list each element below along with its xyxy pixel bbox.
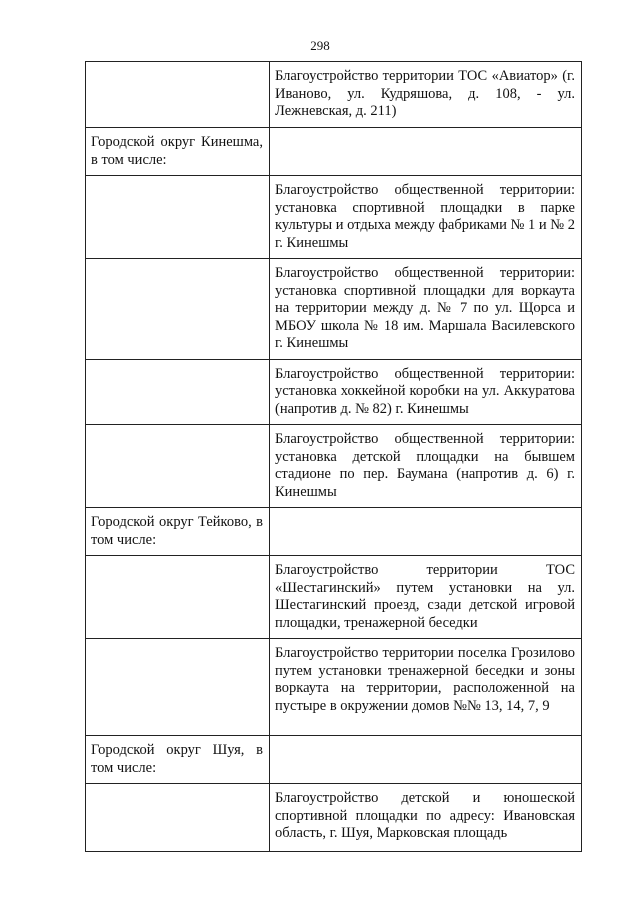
table-row: [86, 556, 582, 639]
table-row: [86, 639, 582, 736]
table-row: [86, 176, 582, 259]
table-row: [86, 359, 582, 425]
municipality-cell: [86, 259, 270, 360]
municipality-cell: Городской округ Тейково, в том числе:: [86, 508, 270, 556]
table-row: [86, 259, 582, 360]
object-description-cell: Благоустройство общественной территории: установка спортивной площадки в парке культуры и отдыха между фабриками № 1 и № 2 г. Кинешмы: [270, 176, 582, 259]
object-description-cell: [270, 736, 582, 784]
municipality-cell: [86, 639, 270, 736]
table-row: [86, 736, 582, 784]
object-description-cell: Благоустройство территории ТОС «Авиатор» (г. Иваново, ул. Кудряшова, д. 108, - ул. Лежневская, д. 211): [270, 62, 582, 128]
municipality-cell: [86, 556, 270, 639]
municipality-cell: [86, 176, 270, 259]
object-description-cell: Благоустройство детской и юношеской спортивной площадки по адресу: Ивановская область, г. Шуя, Марковская площадь: [270, 784, 582, 852]
table-row: [86, 508, 582, 556]
municipality-cell: [86, 359, 270, 425]
municipality-cell: [86, 784, 270, 852]
object-description-cell: [270, 508, 582, 556]
object-description-cell: Благоустройство территории ТОС «Шестагинский» путем установки на ул. Шестагинский проезд, сзади детской игровой площадки, тренажерной беседки: [270, 556, 582, 639]
table-row: [86, 128, 582, 176]
table-row: [86, 425, 582, 508]
municipality-cell: [86, 425, 270, 508]
object-list-table: [85, 61, 582, 852]
object-description-cell: Благоустройство общественной территории: установка спортивной площадки для воркаута на территории между д. № 7 по ул. Щорса и МБОУ школа № 18 им. Маршала Василевского г. Кинешмы: [270, 259, 582, 360]
table-row: [86, 62, 582, 128]
municipality-cell: [86, 62, 270, 128]
municipality-cell: Городской округ Шуя, в том числе:: [86, 736, 270, 784]
object-description-cell: [270, 128, 582, 176]
object-description-cell: Благоустройство общественной территории: установка детской площадки на бывшем стадионе по пер. Баумана (напротив д. 6) г. Кинешмы: [270, 425, 582, 508]
table-row: [86, 784, 582, 852]
object-description-cell: Благоустройство общественной территории: установка хоккейной коробки на ул. Аккуратова (напротив д. № 82) г. Кинешмы: [270, 359, 582, 425]
object-description-cell: Благоустройство территории поселка Грозилово путем установки тренажерной беседки и зоны воркаута на территории, расположенной на пустыре в окружении домов №№ 13, 14, 7, 9: [270, 639, 582, 736]
page-number: 298: [310, 38, 330, 53]
municipality-cell: Городской округ Кинешма, в том числе:: [86, 128, 270, 176]
